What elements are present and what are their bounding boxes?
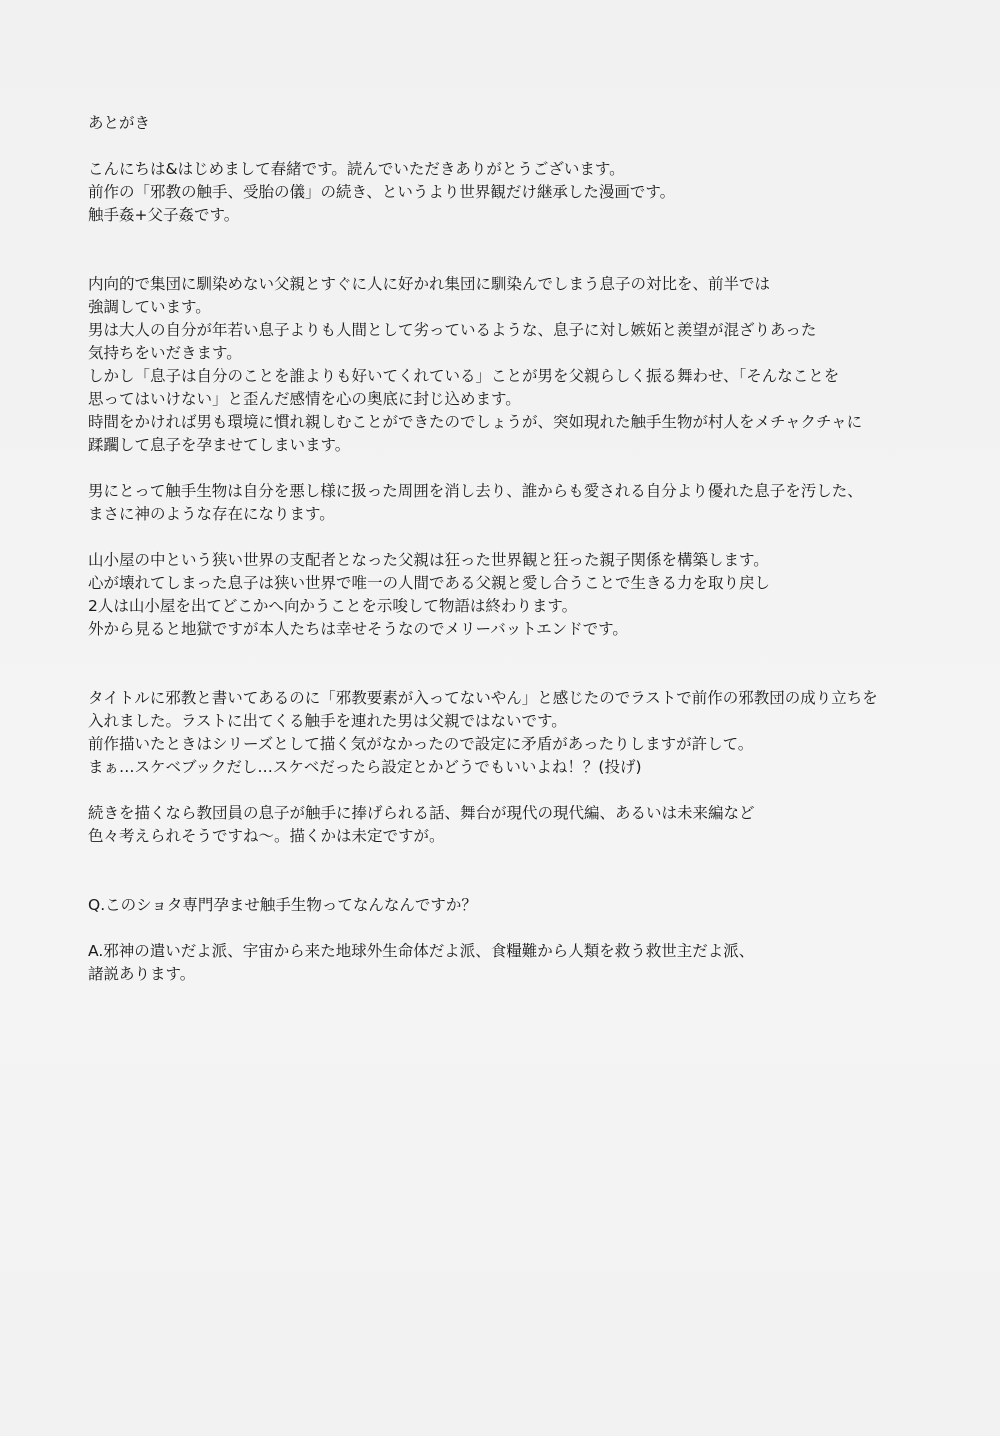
spacer [88, 457, 958, 480]
text-line: まぁ…スケベブックだし…スケベだったら設定とかどうでもいいよね！？(投げ) [88, 758, 642, 776]
paragraph-mountain-hut [88, 549, 958, 641]
text-line: まさに神のような存在になります。 [88, 505, 335, 523]
text-line: 色々考えられそうですね〜。描くかは未定ですが。 [88, 827, 445, 845]
text-line: 入れました。ラストに出てくる触手を連れた男は父親ではないです。 [88, 712, 567, 730]
text-line: 内向的で集団に馴染めない父親とすぐに人に好かれ集団に馴染んでしまう息子の対比を、前半では [88, 275, 771, 293]
text-line: 続きを描くなら教団員の息子が触手に捧げられる話、舞台が現代の現代編、あるいは未来編など [88, 804, 755, 822]
text-line: 前作描いたときはシリーズとして描く気がなかったので設定に矛盾があったりしますが許して。 [88, 735, 754, 753]
text-line: 強調しています。 [88, 298, 211, 316]
spacer [88, 779, 958, 802]
text-line: 外から見ると地獄ですが本人たちは幸せそうなのでメリーバットエンドです。 [88, 620, 628, 638]
text-line: 触手姦+父子姦です。 [88, 206, 240, 224]
text-line: 前作の「邪教の触手、受胎の儀」の続き、というより世界観だけ継承した漫画です。 [88, 183, 676, 201]
text-line: 2人は山小屋を出てどこかへ向かうことを示唆して物語は終わります。 [88, 597, 578, 615]
text-line: 男にとって触手生物は自分を悪し様に扱った周囲を消し去り、誰からも愛される自分より優れた息子を汚した、 [88, 482, 863, 500]
spacer [88, 227, 958, 273]
paragraph-greeting [88, 158, 958, 227]
text-line: タイトルに邪教と書いてあるのに「邪教要素が入ってないやん」と感じたのでラストで前作の邪教団の成り立ちを [88, 689, 878, 707]
text-line: 蹂躙して息子を孕ませてしまいます。 [88, 436, 351, 454]
paragraph-father-son-contrast [88, 273, 958, 457]
text-line: A.邪神の遣いだよ派、宇宙から来た地球外生命体だよ派、食糧難から人類を救う救世主だよ派、 [88, 942, 755, 960]
answer [88, 940, 958, 986]
spacer [88, 917, 958, 940]
spacer [88, 848, 958, 894]
paragraph-tentacle-god [88, 480, 958, 526]
text-line: 心が壊れてしまった息子は狭い世界で唯一の人間である父親と愛し合うことで生きる力を取り戻し [88, 574, 771, 592]
text-line: 男は大人の自分が年若い息子よりも人間として劣っているような、息子に対し嫉妬と羨望が混ざりあった [88, 321, 817, 339]
text-line: 山小屋の中という狭い世界の支配者となった父親は狂った世界観と狂った親子関係を構築します。 [88, 551, 769, 569]
heading: あとがき [88, 114, 151, 132]
afterword-text [88, 112, 958, 986]
text-line: 気持ちをいだきます。 [88, 344, 242, 362]
spacer [88, 526, 958, 549]
spacer [88, 641, 958, 687]
text-line: 諸説あります。 [88, 965, 196, 983]
paragraph-sequel [88, 802, 958, 848]
text-line: 時間をかければ男も環境に慣れ親しむことができたのでしょうが、突如現れた触手生物が村人をメチャクチャに [88, 413, 863, 431]
text-line: しかし「息子は自分のことを誰よりも好いてくれている」ことが男を父親らしく振る舞わせ、「そんなことを [88, 367, 840, 385]
text-line: こんにちは&はじめまして春緒です。読んでいただきありがとうございます。 [88, 160, 625, 178]
text-line: 思ってはいけない」と歪んだ感情を心の奥底に封じ込めます。 [88, 390, 521, 408]
question: Q.このショタ専門孕ませ触手生物ってなんなんですか？ [88, 896, 477, 914]
paragraph-cult-origin [88, 687, 958, 779]
